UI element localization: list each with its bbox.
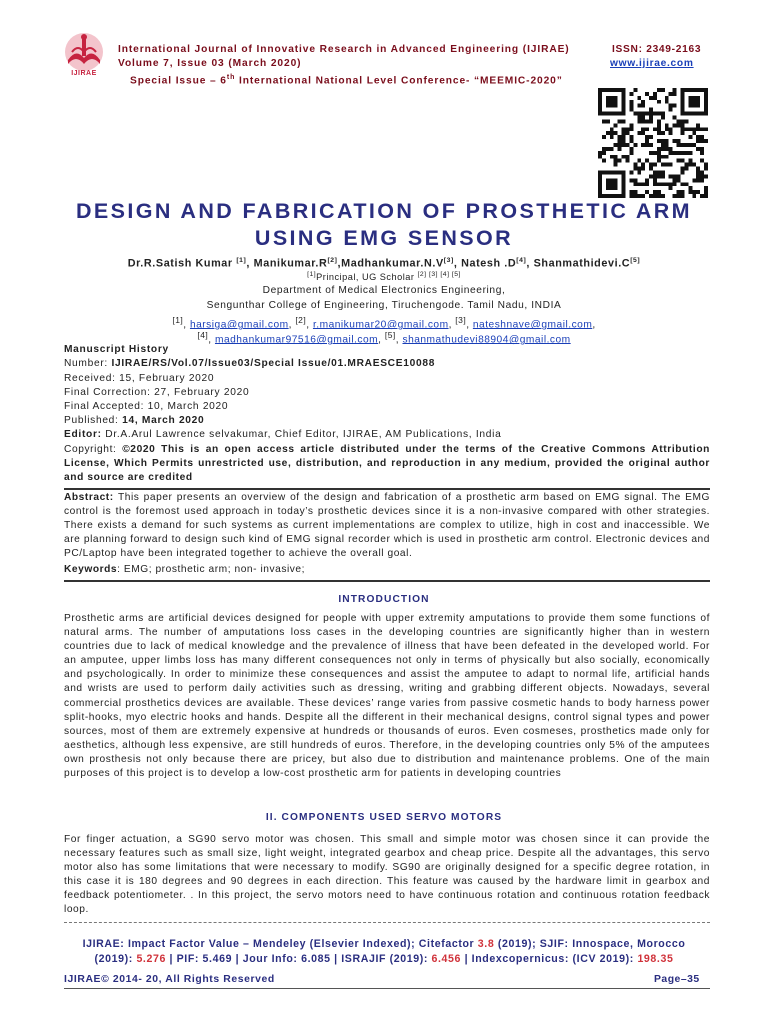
final-correction-date: Final Correction: 27, February 2020 (64, 387, 250, 398)
email-mark: [3] (455, 315, 467, 325)
footer-copyright: IJIRAE© 2014- 20, All Rights Reserved (64, 974, 275, 985)
number-label: Number: (64, 358, 112, 369)
published-label: Published: (64, 415, 123, 426)
author-separator: , (246, 257, 254, 270)
footer-line1-a: IJIRAE: Impact Factor Value – Mendeley (Elsevier Indexed); Citefactor (82, 938, 478, 950)
author-separator: , (337, 257, 342, 270)
abstract-text: This paper presents an overview of the design and fabrication of a prosthetic arm based on EMG signal. The EMG control is the foremost used approach in today’s prosthetic devices since it is a non-invasive compared with other strategies. There exists a demand for such systems as current implementations are complex to utilize, high in cost and inaccessible. We are planning forward to design such kind of EMG signal recorder which is used in prosthetic arm control. Electronic devices and PC/Laptop have been integrated together to achieve the overall goal. (64, 492, 710, 560)
footer-rule (64, 988, 710, 989)
email-list-line2: [4], madhankumar97516@gmail.com, [5], shanmathudevi88904@gmail.com (197, 330, 571, 346)
received-date: Received: 15, February 2020 (64, 373, 215, 384)
abstract (64, 491, 710, 561)
footer-line2-e: | Indexcopernicus: (ICV 2019): (461, 953, 638, 965)
abstract-label: Abstract: (64, 492, 118, 503)
final-accepted-date: Final Accepted: 10, March 2020 (64, 401, 229, 412)
email-link[interactable]: harsiga@gmail.com (189, 319, 289, 331)
college: Sengunthar College of Engineering, Tiruchengode. Tamil Nadu, INDIA (206, 300, 562, 311)
author-mark: [2] (327, 257, 338, 264)
qr-code-icon (597, 88, 709, 198)
editor-value: Dr.A.Arul Lawrence selvakumar, Chief Editor, IJIRAE, AM Publications, India (105, 429, 502, 440)
author-mark: [3] (443, 257, 454, 264)
published-date (64, 415, 204, 426)
introduction-text: Prosthetic arms are artificial devices designed for people with upper extremity amputations to provide them some functions of natural arms. The number of amputations loss cases in the developing countries are significantly higher than in western countries due to lack of medical knowledge and the prevalence of illness that have been defeated in the developed world. For an amputee, upper limbs loss has many different consequences not only in terms of physically but also socially, economically and psychologically. In order to minimize these consequences and assist the amputee to adapt to normal life, artificial hands and wrists are used to perform daily activities such as dressing, writing and grabbing different objects. Nowadays, several commercial prosthetics devices are available. These devices’ range varies from passive cosmetic hands to body harness power split-hooks, myo electric hooks and hands. Despite all the different in their mechanical designs, control signal types and power sources, most of them are extremely expensive at hundreds or thousands of euros. Even cosmeses, prosthetics made only for aesthetics, although less expensive, are still hundreds of euros. Therefore, in the developing countries only 5% of the amputees own prosthesis not only because there are pricey, but also due to distribution and maintenance problems. One of the main purposes of this project is to develop a low-cost prosthetic arm for patients in developing countries (64, 613, 710, 780)
copyright-value: ©2020 This is an open access article distributed under the terms of the Creative Commons Attribution License, Which Permits unrestricted use, distribution, and reproduction in any medium, provided the original author and source are credited (64, 444, 710, 483)
affiliation-mark: [1] (307, 271, 317, 278)
affiliation-roles (0, 271, 768, 282)
email-mark: [2] (295, 315, 307, 325)
paper-title (0, 198, 768, 252)
editor-label: Editor: (64, 429, 106, 440)
author-name: Shanmathidevi.C (533, 257, 631, 270)
email-list-line1: [1], harsiga@gmail.com, [2], r.manikumar20@gmail.com, [3], nateshnave@gmail.com, (172, 315, 596, 331)
footer-impact-line2 (0, 953, 768, 965)
footer-line1-b: 3.8 (477, 938, 495, 950)
footer-line2-d: 6.456 (431, 953, 462, 965)
author-name: Dr.R.Satish Kumar (127, 257, 237, 270)
author-name: Natesh .D (461, 257, 517, 270)
department: Department of Medical Electronics Engineering, (262, 285, 506, 296)
footer-line2-f: 198.35 (637, 953, 674, 965)
special-issue-suffix: International National Level Conference- “MEEMIC-2020” (235, 75, 563, 87)
special-issue-sup: th (226, 74, 236, 81)
divider (64, 580, 710, 582)
footer-divider (64, 922, 710, 923)
manuscript-number (64, 358, 435, 369)
manuscript-history-heading: Manuscript History (64, 344, 169, 355)
footer-line1-c: (2019); SJIF: Innospace, Morocco (494, 938, 686, 950)
divider (64, 488, 710, 490)
journal-logo (56, 30, 112, 82)
section2-text: For finger actuation, a SG90 servo motor was chosen. This small and simple motor was chosen since it can provide the necessary features such as small size, light weight, integrated gearbox and cheap price. Despite all the advantages, this servo motor also has some limitations that were necessary to modify. SG90 are originally designed for a specific degree rotation, in this case it is 180 degrees and 90 degrees in each direction. This feature was caused by the hardware limit in gearbox and feedback potentiometer. . In this project, the servo motors need to have continuous rotation and continuous rotation feedback loop. (64, 834, 710, 916)
published-value: 14, March 2020 (122, 415, 205, 426)
footer-line2-a: (2019): (94, 953, 137, 965)
special-issue (130, 74, 563, 86)
author-mark: [4] (516, 257, 527, 264)
number-value: IJIRAE/RS/Vol.07/Issue03/Special Issue/01.MRAESCE10088 (111, 358, 436, 369)
journal-website-link[interactable]: www.ijirae.com (610, 58, 694, 69)
introduction-heading: INTRODUCTION (338, 594, 430, 605)
email-mark: [5] (384, 330, 396, 340)
author-name: Madhankumar.N.V (341, 257, 444, 270)
email-link[interactable]: r.manikumar20@gmail.com (312, 319, 449, 331)
journal-title: International Journal of Innovative Research in Advanced Engineering (IJIRAE) (118, 44, 570, 55)
author-separator: , (453, 257, 462, 270)
copyright-label: Copyright: (64, 444, 123, 455)
author-separator: , (526, 257, 534, 270)
author-mark: [1] (236, 257, 247, 264)
footer-impact-line1 (0, 938, 768, 950)
affiliation-marks: [2] [3] [4] [5] (417, 271, 461, 278)
issn: ISSN: 2349-2163 (612, 44, 702, 55)
email-mark: [4] (197, 330, 209, 340)
keywords-label: Keywords (64, 564, 118, 575)
author-list (0, 257, 768, 270)
footer-line2-b: 5.276 (136, 953, 166, 965)
editor (64, 429, 501, 440)
author-name: Manikumar.R (253, 257, 328, 270)
email-mark: [1] (172, 315, 184, 325)
page-number: Page–35 (654, 974, 700, 985)
journal-volume: Volume 7, Issue 03 (March 2020) (118, 58, 302, 69)
email-link[interactable]: shanmathudevi88904@gmail.com (402, 334, 571, 346)
section2-heading: II. COMPONENTS USED SERVO MOTORS (265, 812, 503, 823)
keywords-text: : EMG; prosthetic arm; non- invasive; (117, 564, 306, 575)
copyright-notice (64, 443, 710, 485)
special-issue-prefix: Special Issue – 6 (130, 75, 227, 87)
email-link[interactable]: madhankumar97516@gmail.com (214, 334, 379, 346)
email-link[interactable]: nateshnave@gmail.com (472, 319, 593, 331)
logo-text: IJIRAE (71, 70, 97, 77)
keywords (64, 563, 710, 577)
paper-title-line1: DESIGN AND FABRICATION OF PROSTHETIC ARM (76, 199, 692, 223)
affiliation-text: Principal, UG Scholar (316, 272, 418, 283)
author-mark: [5] (630, 257, 641, 264)
paper-title-line2: USING EMG SENSOR (254, 226, 514, 250)
footer-line2-c: | PIF: 5.469 | Jour Info: 6.085 | ISRAJIF (2019): (165, 953, 432, 965)
